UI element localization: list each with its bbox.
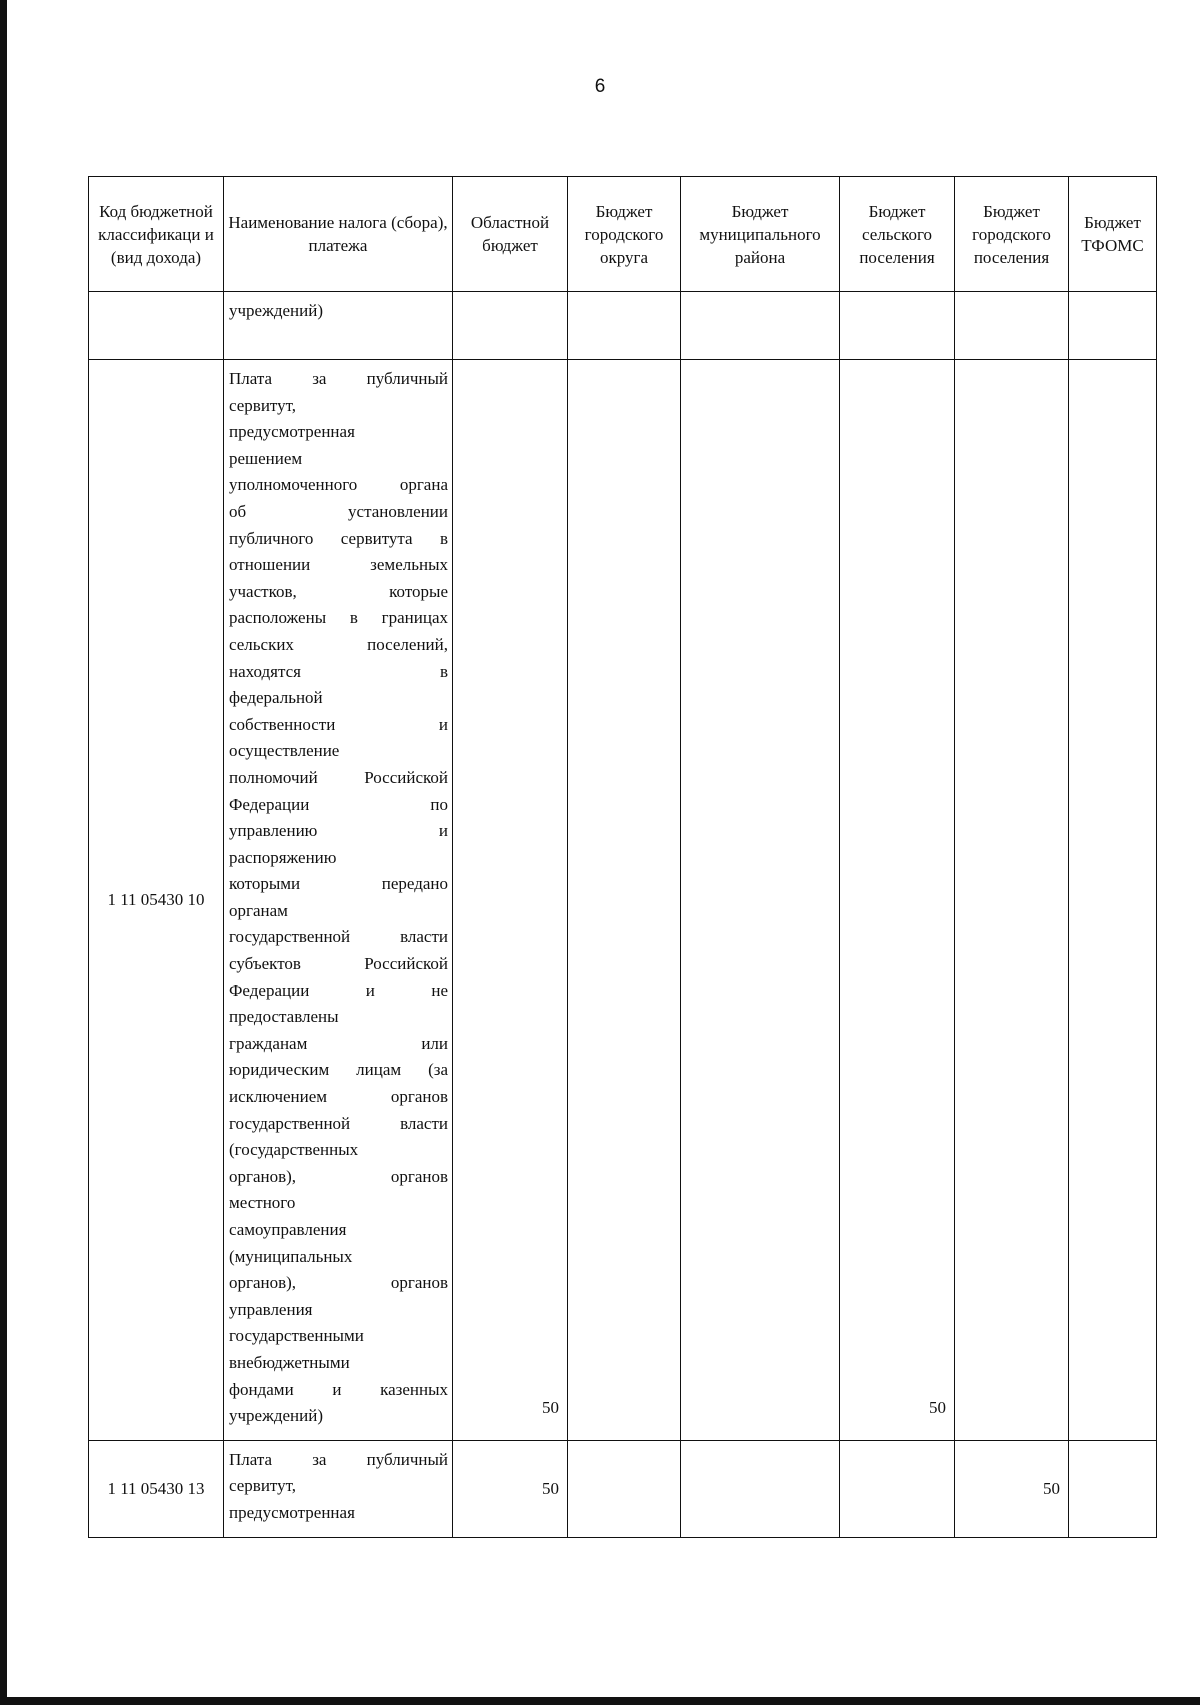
name-line: гражданам или bbox=[229, 1033, 448, 1053]
row-regional: 50 bbox=[453, 1440, 568, 1537]
row-tfoms bbox=[1069, 1440, 1157, 1537]
name-line: федеральной bbox=[229, 688, 323, 708]
name-line: учреждений) bbox=[229, 301, 323, 320]
scan-edge-left bbox=[0, 0, 7, 1705]
name-line: учреждений) bbox=[229, 1406, 323, 1426]
name-line: внебюджетными bbox=[229, 1352, 350, 1372]
row-regional: 50 bbox=[453, 360, 568, 1441]
name-line: полномочий Российской bbox=[229, 767, 448, 787]
header-municipal-district-budget: Бюджет муниципального района bbox=[681, 177, 840, 292]
header-tfoms-budget: Бюджет ТФОМС bbox=[1069, 177, 1157, 292]
name-line: сельских поселений, bbox=[229, 634, 448, 654]
row-regional bbox=[453, 292, 568, 360]
name-line: органов), органов bbox=[229, 1166, 448, 1186]
name-line: юридическим лицам (за bbox=[229, 1060, 448, 1080]
row-name bbox=[224, 1440, 453, 1537]
name-line: решением bbox=[229, 448, 303, 468]
table-header-row bbox=[89, 177, 1157, 292]
name-line: государственными bbox=[229, 1326, 364, 1346]
name-line: находятся в bbox=[229, 661, 448, 681]
name-line: органов), органов bbox=[229, 1273, 448, 1293]
row-code: 1 11 05430 13 bbox=[89, 1440, 224, 1537]
revenue-distribution-table bbox=[88, 176, 1157, 1538]
table-row bbox=[89, 360, 1157, 1441]
name-line: Федерации по bbox=[229, 794, 448, 814]
page-number: 6 bbox=[594, 76, 606, 97]
row-urban-settlement bbox=[955, 292, 1069, 360]
name-line: государственной власти bbox=[229, 927, 448, 947]
name-line: исключением органов bbox=[229, 1087, 448, 1107]
row-municipal-district bbox=[681, 360, 840, 1441]
header-urban-settlement-budget: Бюджет городского поселения bbox=[955, 177, 1069, 292]
row-code: 1 11 05430 10 bbox=[89, 360, 224, 1441]
name-line: отношении земельных bbox=[229, 555, 448, 575]
name-line: осуществление bbox=[229, 741, 340, 761]
header-city-district-budget: Бюджет городского округа bbox=[568, 177, 681, 292]
name-line: сервитут, bbox=[229, 395, 297, 415]
name-line: уполномоченного органа bbox=[229, 475, 448, 495]
name-line: публичного сервитута в bbox=[229, 528, 448, 548]
row-city-district bbox=[568, 1440, 681, 1537]
row-code bbox=[89, 292, 224, 360]
row-tfoms bbox=[1069, 292, 1157, 360]
name-line: предусмотренная bbox=[229, 422, 355, 442]
row-rural-settlement: 50 bbox=[840, 360, 955, 1441]
name-line: расположены в границах bbox=[229, 608, 448, 628]
row-municipal-district bbox=[681, 292, 840, 360]
header-name: Наименование налога (сбора), платежа bbox=[224, 177, 453, 292]
row-urban-settlement bbox=[955, 360, 1069, 1441]
row-rural-settlement bbox=[840, 292, 955, 360]
name-line: участков, которые bbox=[229, 581, 448, 601]
name-line: собственности и bbox=[229, 714, 448, 734]
name-line: распоряжению bbox=[229, 847, 337, 867]
header-code: Код бюджетной классификаци и (вид дохода) bbox=[89, 177, 224, 292]
name-line: сервитут, bbox=[229, 1476, 297, 1496]
name-line: (государственных bbox=[229, 1140, 359, 1160]
name-line: субъектов Российской bbox=[229, 954, 448, 974]
name-line: Плата за публичный bbox=[229, 369, 448, 388]
row-municipal-district bbox=[681, 1440, 840, 1537]
name-line: об установлении bbox=[229, 501, 448, 521]
name-line: Федерации и не bbox=[229, 980, 448, 1000]
name-line: предоставлены bbox=[229, 1007, 339, 1027]
row-city-district bbox=[568, 292, 681, 360]
row-urban-settlement: 50 bbox=[955, 1440, 1069, 1537]
header-rural-settlement-budget: Бюджет сельского поселения bbox=[840, 177, 955, 292]
row-tfoms bbox=[1069, 360, 1157, 1441]
name-line: Плата за публичный bbox=[229, 1449, 448, 1469]
name-line: которыми передано bbox=[229, 874, 448, 894]
row-name bbox=[224, 292, 453, 360]
header-regional-budget: Областной бюджет bbox=[453, 177, 568, 292]
name-line: местного bbox=[229, 1193, 296, 1213]
row-city-district bbox=[568, 360, 681, 1441]
row-name bbox=[224, 360, 453, 1441]
scan-edge-bottom bbox=[0, 1697, 1200, 1705]
name-line: управлению и bbox=[229, 821, 448, 841]
name-line: государственной власти bbox=[229, 1113, 448, 1133]
name-line: фондами и казенных bbox=[229, 1379, 448, 1399]
name-line: управления bbox=[229, 1299, 313, 1319]
row-rural-settlement bbox=[840, 1440, 955, 1537]
name-line: самоуправления bbox=[229, 1220, 347, 1239]
name-line: органам bbox=[229, 900, 288, 920]
name-line: (муниципальных bbox=[229, 1246, 353, 1266]
name-line: предусмотренная bbox=[229, 1502, 355, 1522]
table-row bbox=[89, 292, 1157, 360]
table-row bbox=[89, 1440, 1157, 1537]
